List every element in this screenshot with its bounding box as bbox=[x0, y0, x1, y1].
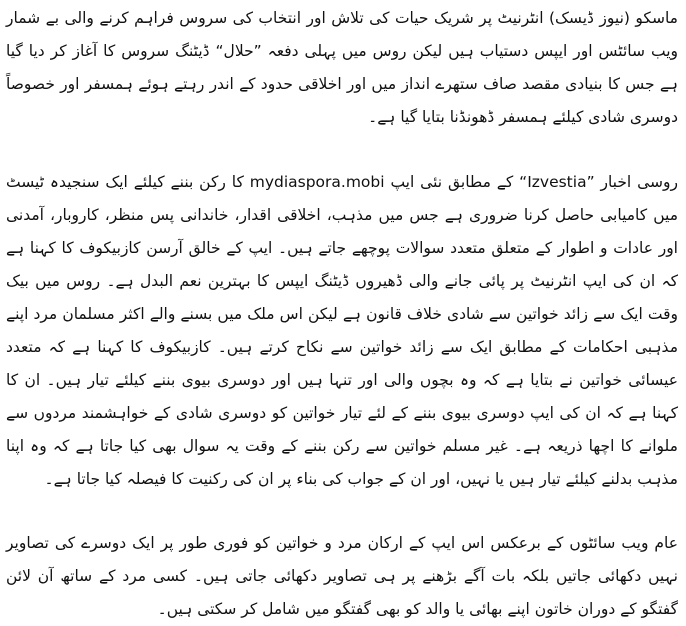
article-paragraph: ماسکو (نیوز ڈیسک) انٹرنیٹ پر شریک حیات کی تلاش اور انتخاب کی سروس فراہم کرنے والی بے شمار ویب سائٹس اور ایپس دستیاب ہیں لیکن روس میں پہلی دفعہ ”حلال“ ڈیٹنگ سروس کا آغاز کر دیا گیا ہے جس کا بنیادی مقصد صاف ستھرے انداز میں اور اخلاقی حدود کے اندر رہتے ہوئے ہمسفر اور خصوصاً دوسری شادی کیلئے ہمسفر ڈھونڈنا بتایا گیا ہے۔ bbox=[6, 9, 678, 126]
article-paragraph: عام ویب سائٹوں کے برعکس اس ایپ کے ارکان مرد و خواتین کو فوری طور پر ایک دوسرے کی تصاویر نہیں دکھائی جاتیں بلکہ بات آگے بڑھنے پر ہی تصاویر دکھائی جاتی ہیں۔ کسی مرد کے ساتھ آن لائن گفتگو کے دوران خاتون اپنے بھائی یا والد کو بھی گفتگو میں شامل کر سکتی ہیں۔ bbox=[6, 534, 678, 618]
article-paragraph: روسی اخبار ”Izvestia“ کے مطابق نئی ایپ mydiaspora.mobi کا رکن بننے کیلئے ایک سنجیدہ ٹیسٹ میں کامیابی حاصل کرنا ضروری ہے جس میں مذہب، اخلاقی اقدار، خاندانی پس منظر، کاروبار، آمدنی اور عادات و اطوار کے متعلق متعدد سوالات پوچھے جاتے ہیں۔ ایپ کے خالق آرسن کازبیکوف کا کہنا ہے کہ ان کی ایپ انٹرنیٹ پر پائی جانے والی ڈھیروں ڈیٹنگ ایپس کا بہترین نعم البدل ہے۔ روس میں بیک وقت ایک سے زائد خواتین سے شادی خلاف قانون ہے لیکن اس ملک میں بسنے والے اکثر مسلمان مرد اپنے مذہبی احکامات کے مطابق ایک سے زائد خواتین سے نکاح کرتے ہیں۔ کازبیکوف کا کہنا ہے کہ متعدد عیسائی خواتین نے بتایا ہے کہ وہ بچوں والی اور تنہا ہیں اور دوسری بیوی بننے کیلئے تیار ہیں۔ ان کا کہنا ہے کہ ان کی ایپ دوسری بیوی بننے کے لئے تیار خواتین کو دوسری شادی کے خواہشمند مردوں سے ملوانے کا اچھا ذریعہ ہے۔ غیر مسلم خواتین سے رکن بننے کے وقت یہ سوال بھی کیا جاتا ہے کہ وہ اپنا مذہب بدلنے کیلئے تیار ہیں یا نہیں، اور ان کے جواب کی بناء پر ان کی رکنیت کا فیصلہ کیا جاتا ہے۔ bbox=[6, 173, 678, 488]
